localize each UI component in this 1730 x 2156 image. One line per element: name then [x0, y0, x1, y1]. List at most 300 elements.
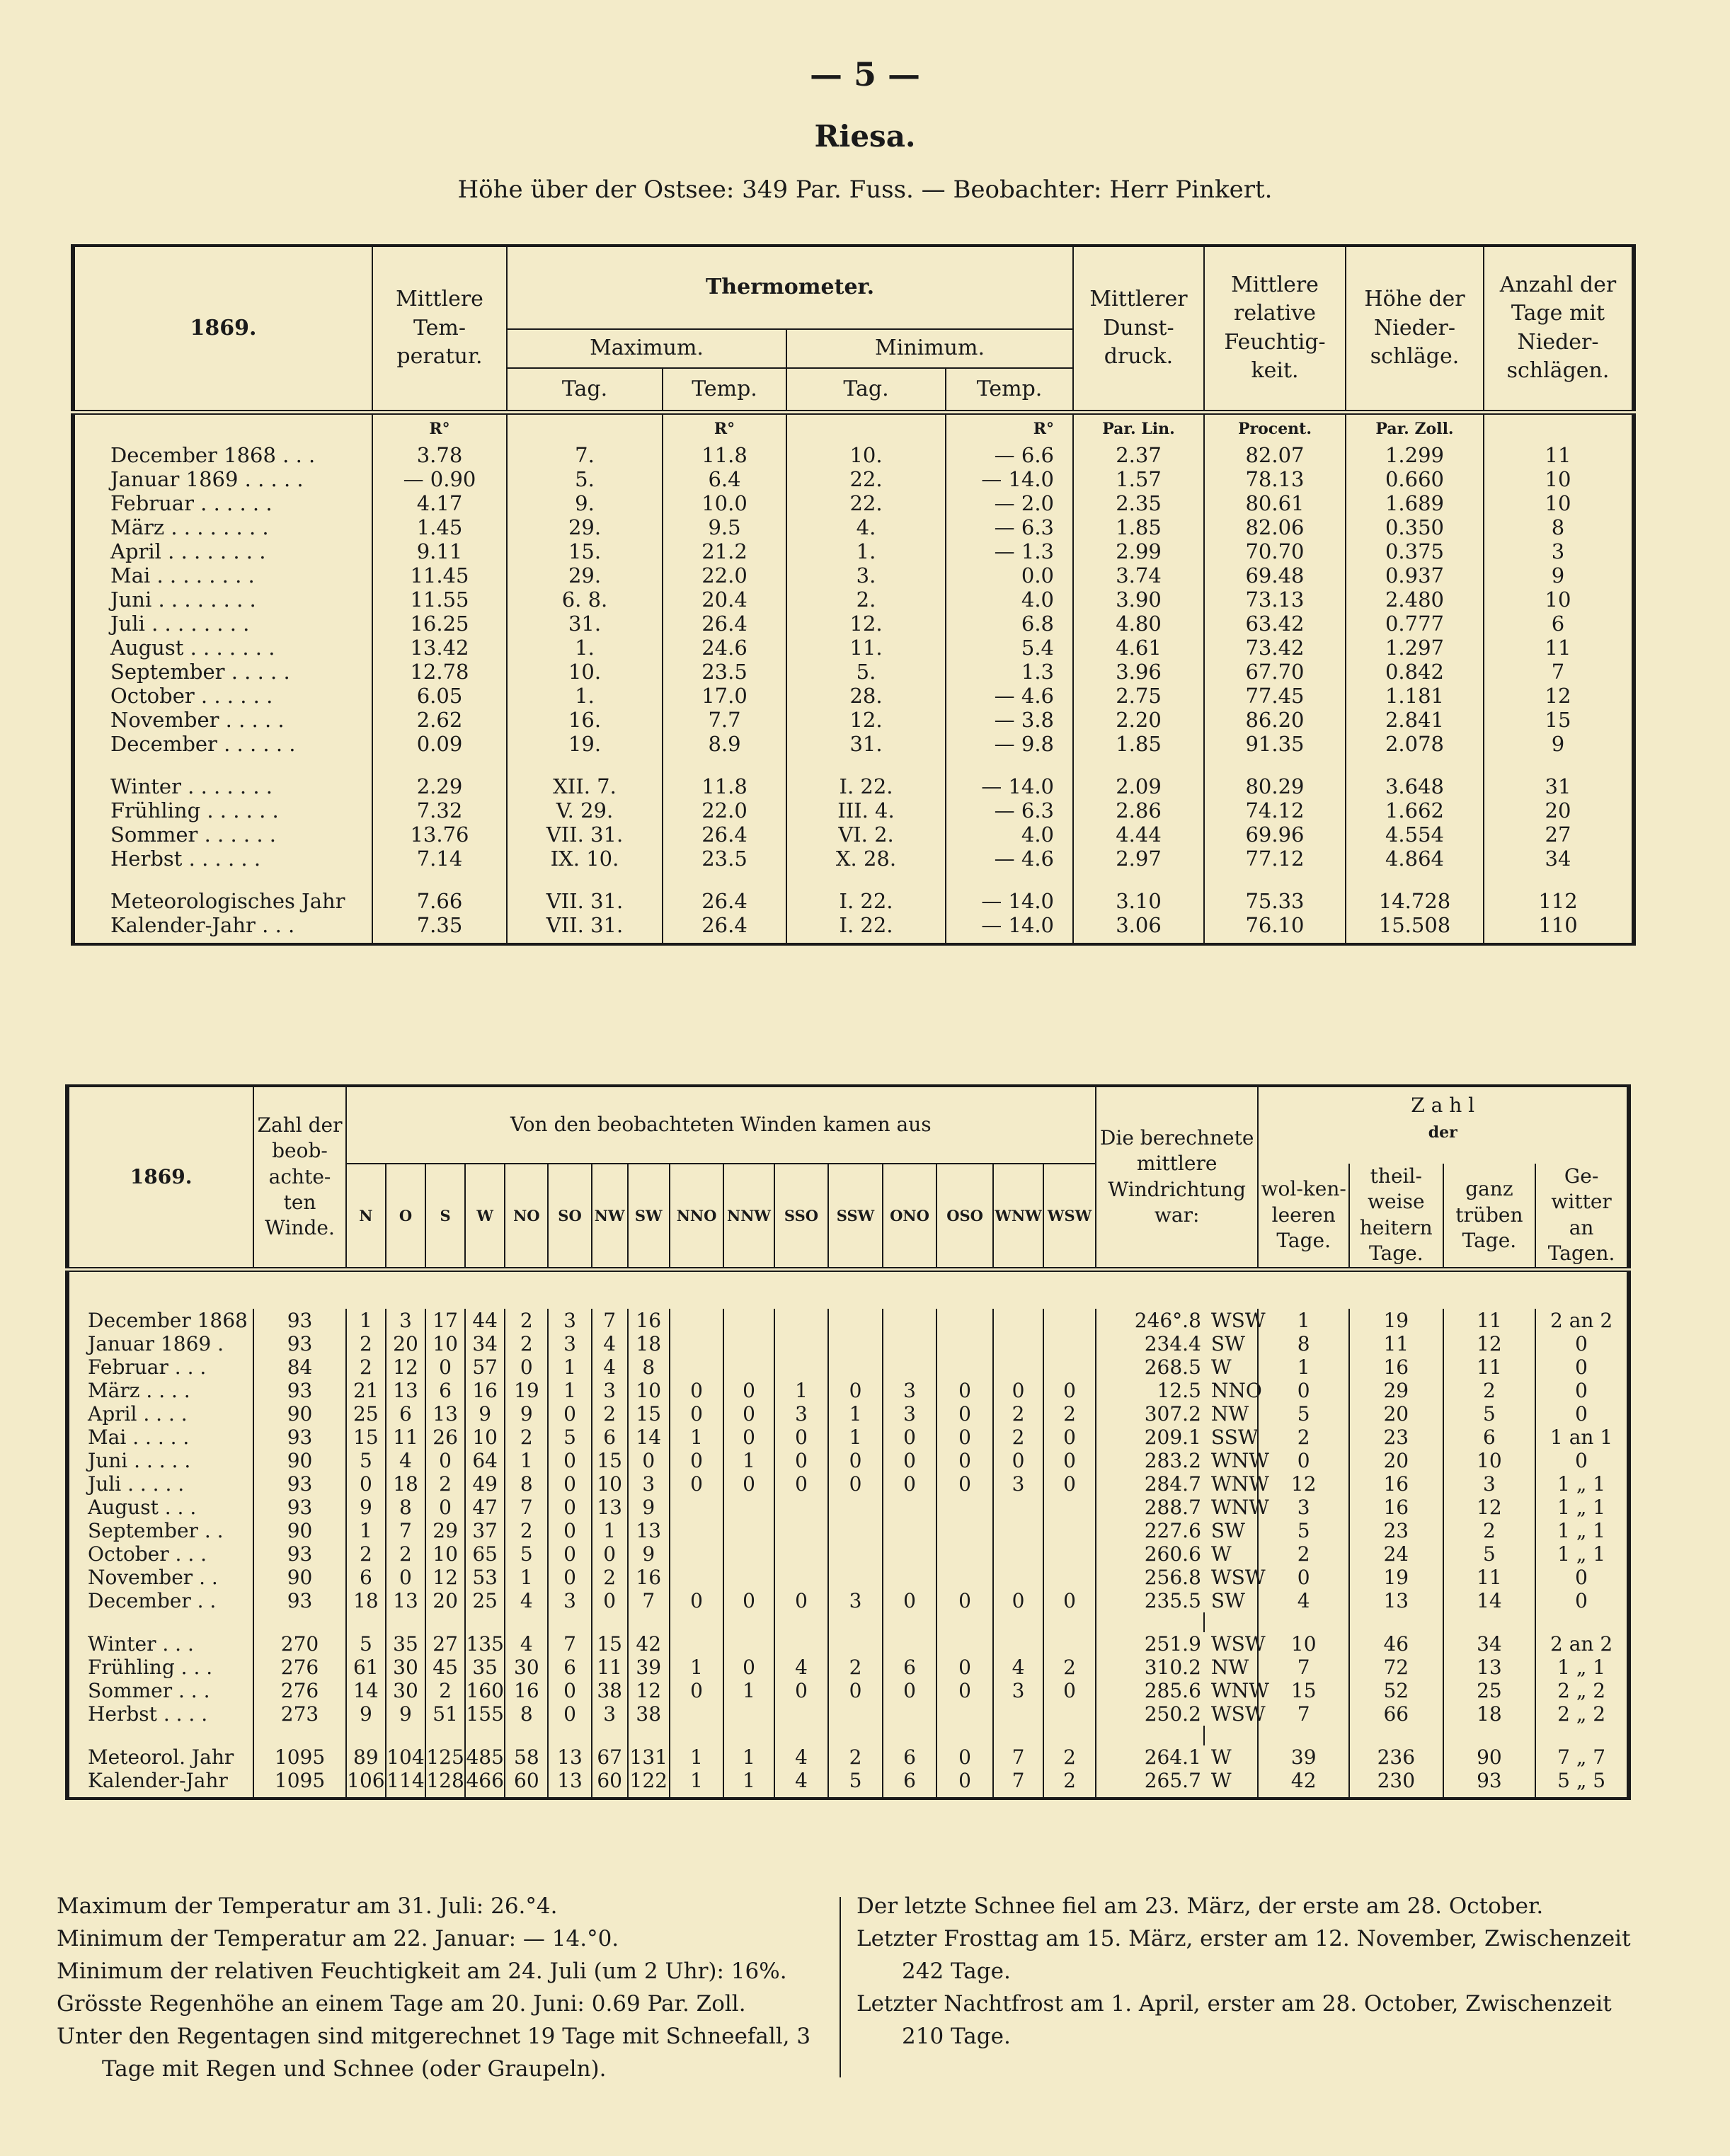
t1-year-row: [73, 889, 1634, 913]
t2-wind-sso: 0: [774, 1449, 829, 1472]
t2-wind-oso: 0: [936, 1656, 993, 1679]
t2-wind-sw: 10: [628, 1379, 670, 1402]
t2-wind-nnw: 1: [723, 1769, 774, 1799]
t2-wind-o: 18: [386, 1472, 425, 1496]
t2-gap-cell: [1096, 1612, 1204, 1632]
t1-humidity: 63.42: [1204, 612, 1346, 636]
t2-wind-nno: 0: [670, 1679, 724, 1702]
t2-wind-count: 90: [253, 1402, 346, 1426]
t1-max-tag: IX. 10.: [507, 847, 663, 871]
t2-wind-count: 93: [253, 1496, 346, 1519]
station-subtitle: Höhe über der Ostsee: 349 Par. Fuss. — Beobachter: Herr Pinkert.: [457, 176, 1273, 204]
t1-gap-cell: [372, 756, 507, 774]
t1-gap-cell: [1346, 756, 1484, 774]
t1-precip-days: 27: [1484, 822, 1634, 847]
t2-overcast: 18: [1443, 1702, 1536, 1726]
t1-min-tag: I. 22.: [786, 913, 946, 944]
t1-mean-temp: 16.25: [372, 612, 507, 636]
t2-wind-no: 0: [505, 1355, 548, 1379]
t2-wind-no: 1: [505, 1449, 548, 1472]
t2-partly: 11: [1349, 1332, 1443, 1355]
t2-wind-w: 466: [465, 1769, 505, 1799]
t2-wind-n: 5: [346, 1632, 386, 1656]
t2-mean-degree: 284.7: [1096, 1472, 1204, 1496]
t2-wind-o: 114: [386, 1769, 425, 1799]
t2-wind-so: 0: [548, 1496, 591, 1519]
t2-season-row: [67, 1632, 1629, 1656]
t1-min-tag: 12.: [786, 612, 946, 636]
t2-wind-oso: 0: [936, 1379, 993, 1402]
t2-wind-o: 3: [386, 1309, 425, 1332]
t2-mean-degree: 234.4: [1096, 1332, 1204, 1355]
t1-vapour: 4.44: [1073, 822, 1204, 847]
t2-gap-cell: [828, 1612, 883, 1632]
t2-thunder: 0: [1535, 1402, 1629, 1426]
t1-gap-cell: [1204, 871, 1346, 889]
t2-wind-nno: [670, 1309, 724, 1332]
t2-wind-count: 90: [253, 1449, 346, 1472]
t2-wind-sw: 14: [628, 1426, 670, 1449]
t1-row-label: Juni . . . . . . . .: [73, 587, 372, 612]
t2-wind-nw: 2: [592, 1566, 628, 1589]
t2-mean-degree: 260.6: [1096, 1542, 1204, 1566]
t2-wind-nno: 0: [670, 1472, 724, 1496]
t2-wind-nw: 15: [592, 1632, 628, 1656]
t1-vapour: 2.37: [1073, 443, 1204, 467]
t2-gap-cell: [386, 1726, 425, 1745]
t1-vapour: 2.99: [1073, 539, 1204, 563]
wind-table: [65, 1084, 1631, 1800]
t2-partly: 230: [1349, 1769, 1443, 1799]
t2-wind-nno: [670, 1496, 724, 1519]
t2-mean-direction: WSW: [1204, 1632, 1259, 1656]
t2-overcast: 25: [1443, 1679, 1536, 1702]
t1-humidity: 76.10: [1204, 913, 1346, 944]
t2-wind-sso: 0: [774, 1589, 829, 1612]
t2-wind-wsw: 2: [1043, 1656, 1096, 1679]
t2-gap-cell: [253, 1726, 346, 1745]
t2-mean-degree: 12.5: [1096, 1379, 1204, 1402]
t2-wind-nnw: 0: [723, 1402, 774, 1426]
t2-wind-so: 0: [548, 1472, 591, 1496]
t2-wind-w: 135: [466, 1632, 504, 1656]
t2-gap-row: [67, 1726, 1629, 1745]
t2-wind-so: 1: [548, 1379, 591, 1402]
t2-wind-so: 13: [548, 1745, 591, 1769]
t2-wind-ono: [883, 1566, 937, 1589]
t2-gap-cell: [67, 1612, 253, 1632]
t1-mean-temp: 2.29: [372, 774, 507, 798]
t2-wind-ssw: [828, 1309, 883, 1332]
t2-wind-sw: 12: [628, 1679, 670, 1702]
t2-wind-so: 0: [548, 1449, 591, 1472]
t2-wind-wnw: 0: [993, 1379, 1043, 1402]
t2-cloudless: 12: [1258, 1472, 1349, 1496]
t2-wind-wsw: [1043, 1702, 1096, 1726]
t2-wind-no: 19: [505, 1379, 548, 1402]
t2-wind-nw: 13: [592, 1496, 628, 1519]
t2-dir-no-header: NO: [505, 1164, 548, 1269]
t1-humidity: 75.33: [1204, 889, 1346, 913]
t2-wind-s: 26: [425, 1426, 465, 1449]
t2-wind-count: 90: [253, 1566, 346, 1589]
t1-mean-temp: 2.62: [372, 708, 507, 732]
t1-max-tag: 29.: [507, 563, 663, 587]
t1-season-row: [73, 822, 1634, 847]
t2-dir-oso-header: OSO: [936, 1164, 993, 1269]
t1-precip-height: 0.350: [1346, 515, 1484, 539]
t2-wind-o: 0: [386, 1566, 425, 1589]
t1-month-row: [73, 587, 1634, 612]
t2-wind-nnw: [723, 1496, 774, 1519]
t1-min-temp: 4.0: [946, 587, 1073, 612]
t2-gap-cell: [628, 1612, 670, 1632]
t1-humidity: 80.61: [1204, 491, 1346, 515]
t2-wind-sso: 4: [774, 1769, 829, 1799]
t2-wind-ono: 0: [883, 1679, 937, 1702]
t1-unit: Procent.: [1204, 412, 1346, 443]
t1-row-label: September . . . . .: [73, 660, 372, 684]
t2-wind-wnw: [993, 1332, 1043, 1355]
t2-wind-no: 2: [505, 1519, 548, 1542]
t1-precip-days: 112: [1484, 889, 1634, 913]
t2-wind-n: 2: [346, 1355, 386, 1379]
t2-gap-cell: [1349, 1726, 1443, 1745]
t1-max-temp: 17.0: [663, 684, 786, 708]
t2-wind-no: 2: [505, 1309, 548, 1332]
t2-wind-nno: [670, 1702, 724, 1726]
t2-wind-wsw: [1043, 1566, 1096, 1589]
t2-cloudless: 4: [1258, 1589, 1349, 1612]
t1-unit: R°: [663, 412, 786, 443]
t2-wind-s: 0: [425, 1496, 465, 1519]
t2-wind-sw: 122: [628, 1769, 670, 1799]
t1-max-temp: 22.0: [663, 563, 786, 587]
t2-wind-oso: [936, 1496, 993, 1519]
t2-wind-oso: 0: [936, 1745, 993, 1769]
t1-max-temp: 11.8: [663, 443, 786, 467]
t2-wind-ono: 0: [883, 1589, 937, 1612]
t2-mean-degree: 227.6: [1096, 1519, 1204, 1542]
t2-wind-sw: 39: [628, 1656, 670, 1679]
t2-wind-o: 4: [386, 1449, 425, 1472]
t2-gap-cell: [1535, 1726, 1629, 1745]
t1-max-tag: VII. 31.: [507, 913, 663, 944]
notes-right: [857, 1890, 1649, 2053]
t2-wind-nno: [670, 1632, 724, 1656]
t1-min-temp: — 1.3: [946, 539, 1073, 563]
t2-wind-n: 21: [346, 1379, 386, 1402]
t2-wind-nnw: 1: [723, 1449, 774, 1472]
t1-mean-temp: 7.14: [372, 847, 507, 871]
t2-wind-count: 93: [253, 1309, 346, 1332]
t2-wind-wnw: 7: [993, 1745, 1043, 1769]
t2-wind-wnw: [993, 1355, 1043, 1379]
t1-mean-temp: 12.78: [372, 660, 507, 684]
t2-thunder: 5 „ 5: [1535, 1769, 1629, 1799]
t1-gap-cell: [507, 756, 663, 774]
t1-row-label: Februar . . . . . .: [73, 491, 372, 515]
t2-dir-sw-header: SW: [628, 1164, 670, 1269]
t1-precip-days: 10: [1484, 587, 1634, 612]
t2-wind-nnw: 0: [723, 1656, 774, 1679]
t2-gap-cell: [346, 1612, 386, 1632]
t2-wind-ssw: [828, 1542, 883, 1566]
t2-wind-ono: 6: [883, 1769, 937, 1799]
t2-wind-nno: 1: [670, 1769, 724, 1799]
t2-wind-w: 16: [465, 1379, 505, 1402]
t1-precip-height: 1.181: [1346, 684, 1484, 708]
t2-wind-n: 0: [346, 1472, 386, 1496]
t2-row-label: April . . . .: [67, 1402, 253, 1426]
t2-wind-wsw: 2: [1043, 1402, 1096, 1426]
t1-max-temp: 23.5: [663, 660, 786, 684]
t2-wind-wnw: 2: [993, 1426, 1043, 1449]
t1-vapour: 3.90: [1073, 587, 1204, 612]
t1-body: [73, 412, 1634, 944]
t2-thunder: 1 „ 1: [1535, 1496, 1629, 1519]
t2-wind-oso: [936, 1519, 993, 1542]
t1-mean-temp: 3.78: [372, 443, 507, 467]
t1-gap-cell: [946, 756, 1073, 774]
t2-wind-ssw: [828, 1519, 883, 1542]
t2-thunder: 0: [1535, 1379, 1629, 1402]
t2-wind-nnw: [723, 1519, 774, 1542]
t2-mean-direction: NW: [1204, 1656, 1259, 1679]
t1-max-temp: 7.7: [663, 708, 786, 732]
t2-wind-no: 4: [505, 1589, 548, 1612]
t1-precip-height: 0.842: [1346, 660, 1484, 684]
t2-wind-s: 12: [425, 1566, 465, 1589]
t2-gap-cell: [670, 1726, 724, 1745]
t2-thunder: 7 „ 7: [1535, 1745, 1629, 1769]
t2-thunder: 1 „ 1: [1535, 1472, 1629, 1496]
t1-precip-height: 4.554: [1346, 822, 1484, 847]
t1-mean-temp: 11.55: [372, 587, 507, 612]
t2-wind-w: 65: [465, 1542, 505, 1566]
t1-month-row: [73, 443, 1634, 467]
t2-thunder: 1 „ 1: [1535, 1519, 1629, 1542]
t2-wind-s: 45: [425, 1656, 465, 1679]
t2-wind-n: 9: [346, 1496, 386, 1519]
t1-max-temp: 24.6: [663, 636, 786, 660]
t2-partly: 72: [1349, 1656, 1443, 1679]
t2-wind-oso: 0: [936, 1472, 993, 1496]
t2-mean-direction: W: [1204, 1355, 1259, 1379]
t1-row-label: Meteorologisches Jahr: [73, 889, 372, 913]
t2-wind-no: 8: [505, 1702, 548, 1726]
t2-wind-oso: 0: [936, 1402, 993, 1426]
t1-min-temp: — 14.0: [946, 889, 1073, 913]
t1-precip-height: 2.480: [1346, 587, 1484, 612]
t2-wind-sw: 0: [628, 1449, 670, 1472]
t2-wind-ono: 0: [883, 1426, 937, 1449]
t2-wind-oso: [936, 1632, 993, 1656]
t1-min-tag: X. 28.: [786, 847, 946, 871]
t2-month-row: [67, 1402, 1629, 1426]
t1-vapour: 1.85: [1073, 515, 1204, 539]
t1-min-temp: — 14.0: [946, 774, 1073, 798]
t2-wind-no: 5: [505, 1542, 548, 1566]
t2-wind-ssw: 5: [828, 1769, 883, 1799]
t2-thunder: 0: [1535, 1589, 1629, 1612]
t2-overcast: 12: [1443, 1496, 1536, 1519]
t2-wind-wsw: 2: [1043, 1745, 1096, 1769]
t2-mean-degree: 209.1: [1096, 1426, 1204, 1449]
t2-wind-nnw: [723, 1355, 774, 1379]
t2-wind-w: 485: [466, 1745, 504, 1769]
t2-gap-cell: [883, 1726, 937, 1745]
t2-thunder: 0: [1535, 1355, 1629, 1379]
t2-gap-cell: [628, 1726, 670, 1745]
t1-month-row: [73, 660, 1634, 684]
t2-wind-n: 2: [346, 1542, 386, 1566]
t2-gap-cell: [1043, 1612, 1096, 1632]
t1-mean-temp: 4.17: [372, 491, 507, 515]
t2-season-row: [67, 1702, 1629, 1726]
t1-vapour: 3.10: [1073, 889, 1204, 913]
t2-mean-degree: 285.6: [1096, 1679, 1204, 1702]
t2-wind-wnw: [993, 1632, 1043, 1656]
t2-row-label: Sommer . . .: [67, 1679, 253, 1702]
t2-row-label: Juli . . . . .: [67, 1472, 253, 1496]
t1-row-label: October . . . . . .: [73, 684, 372, 708]
t2-count-header: Zahl der beob-achte-ten Winde.: [253, 1086, 346, 1269]
t2-wind-nw: 10: [592, 1472, 628, 1496]
t2-mean-direction: W: [1204, 1745, 1259, 1769]
t2-row-label: August . . .: [67, 1496, 253, 1519]
t1-min-temp: — 9.8: [946, 732, 1073, 756]
t2-wind-s: 10: [425, 1542, 465, 1566]
t2-mean-degree: 268.5: [1096, 1355, 1204, 1379]
t1-year-header: 1869.: [73, 246, 372, 412]
t2-thunder: 1 „ 1: [1535, 1656, 1629, 1679]
t2-wind-nno: [670, 1332, 724, 1355]
t1-gap-cell: [1204, 756, 1346, 774]
t1-precip-days: 9: [1484, 563, 1634, 587]
t2-overcast: 13: [1443, 1656, 1536, 1679]
t2-wind-w: 47: [465, 1496, 505, 1519]
t2-wind-so: 0: [548, 1566, 591, 1589]
t2-wind-ssw: 0: [828, 1679, 883, 1702]
t2-wind-oso: [936, 1566, 993, 1589]
t2-wind-w: 64: [465, 1449, 505, 1472]
t2-gap-cell: [505, 1726, 548, 1745]
t1-mean-temp: 7.35: [372, 913, 507, 944]
t2-gap-cell: [723, 1612, 774, 1632]
t2-wind-ssw: 2: [828, 1745, 883, 1769]
t2-thunder: 1 „ 1: [1535, 1542, 1629, 1566]
t2-cloudless: 7: [1258, 1702, 1349, 1726]
t2-mean-direction: WNW: [1204, 1679, 1259, 1702]
t1-min-tag-header: Tag.: [786, 368, 946, 412]
t2-gap-cell: [1096, 1726, 1204, 1745]
t1-max-temp: 21.2: [663, 539, 786, 563]
t2-cloudless: 39: [1258, 1745, 1349, 1769]
t2-mean-direction: SW: [1204, 1589, 1259, 1612]
t2-gap-cell: [1043, 1726, 1096, 1745]
t1-precip-height-header: Höhe der Nieder-schläge.: [1346, 246, 1484, 412]
t2-overcast: 11: [1443, 1355, 1536, 1379]
t2-wind-nnw: [723, 1702, 774, 1726]
t1-min-temp: — 6.3: [946, 798, 1073, 822]
t1-min-temp: 1.3: [946, 660, 1073, 684]
t2-overcast: 14: [1443, 1589, 1536, 1612]
t1-min-tag: 10.: [786, 443, 946, 467]
t1-row-label: Kalender-Jahr . . .: [73, 913, 372, 944]
t2-wind-nnw: 0: [723, 1472, 774, 1496]
t2-mean-direction: SSW: [1204, 1426, 1259, 1449]
t2-wind-sso: [774, 1542, 829, 1566]
t1-mean-temp: 11.45: [372, 563, 507, 587]
t2-partly: 16: [1349, 1496, 1443, 1519]
t2-year-row: [67, 1769, 1629, 1799]
t2-month-row: [67, 1379, 1629, 1402]
t2-wind-so: 3: [548, 1332, 591, 1355]
t1-humidity: 82.07: [1204, 443, 1346, 467]
t1-precip-height: 0.375: [1346, 539, 1484, 563]
t1-humidity: 77.12: [1204, 847, 1346, 871]
t1-row-label: November . . . . .: [73, 708, 372, 732]
t2-wind-wsw: [1043, 1496, 1096, 1519]
t1-gap-cell: [1484, 756, 1634, 774]
t2-wind-o: 8: [386, 1496, 425, 1519]
t2-mean-degree: 310.2: [1096, 1656, 1204, 1679]
t2-wind-sso: [774, 1566, 829, 1589]
t1-humidity: 74.12: [1204, 798, 1346, 822]
t2-wind-count: 276: [253, 1656, 346, 1679]
t1-max-tag: 29.: [507, 515, 663, 539]
t1-precip-height: 0.937: [1346, 563, 1484, 587]
t2-dir-o-header: O: [386, 1164, 425, 1269]
t2-wind-ono: [883, 1309, 937, 1332]
t2-wind-oso: [936, 1542, 993, 1566]
t1-min-tag: 31.: [786, 732, 946, 756]
t1-gap-cell: [946, 871, 1073, 889]
t2-wind-ono: 3: [883, 1379, 937, 1402]
note-left-line: Grösste Regenhöhe an einem Tage am 20. Juni: 0.69 Par. Zoll.: [57, 1991, 746, 2017]
t1-humidity: 86.20: [1204, 708, 1346, 732]
t2-wind-oso: [936, 1702, 993, 1726]
t2-wind-sso: [774, 1332, 829, 1355]
t2-direction-header: Die berechnete mittlere Windrichtung war:: [1096, 1086, 1259, 1269]
t2-wind-nw: 0: [592, 1542, 628, 1566]
t2-wind-o: 6: [386, 1402, 425, 1426]
t1-min-tag: 11.: [786, 636, 946, 660]
t1-min-tag: III. 4.: [786, 798, 946, 822]
t2-cloudless: 42: [1258, 1769, 1349, 1799]
t2-cloudless: 2: [1258, 1426, 1349, 1449]
t2-wind-w: 10: [465, 1426, 505, 1449]
t2-der: der: [1428, 1123, 1457, 1142]
t2-partly: 13: [1349, 1589, 1443, 1612]
t2-wind-oso: [936, 1332, 993, 1355]
t1-gap-cell: [1073, 871, 1204, 889]
t2-wind-so: 1: [548, 1355, 591, 1379]
t2-wind-wnw: [993, 1702, 1043, 1726]
t2-wind-ssw: 0: [828, 1472, 883, 1496]
t2-mean-direction: WNW: [1204, 1472, 1259, 1496]
t2-wind-wsw: 0: [1043, 1472, 1096, 1496]
t2-cloudless: 0: [1258, 1379, 1349, 1402]
t2-wind-s: 125: [426, 1745, 464, 1769]
t2-thunder: 1 an 1: [1535, 1426, 1629, 1449]
t1-precip-days: 10: [1484, 467, 1634, 491]
t1-precip-height: 14.728: [1346, 889, 1484, 913]
notes-divider: [840, 1897, 841, 2077]
t2-wind-count: 93: [253, 1589, 346, 1612]
t1-month-row: [73, 563, 1634, 587]
